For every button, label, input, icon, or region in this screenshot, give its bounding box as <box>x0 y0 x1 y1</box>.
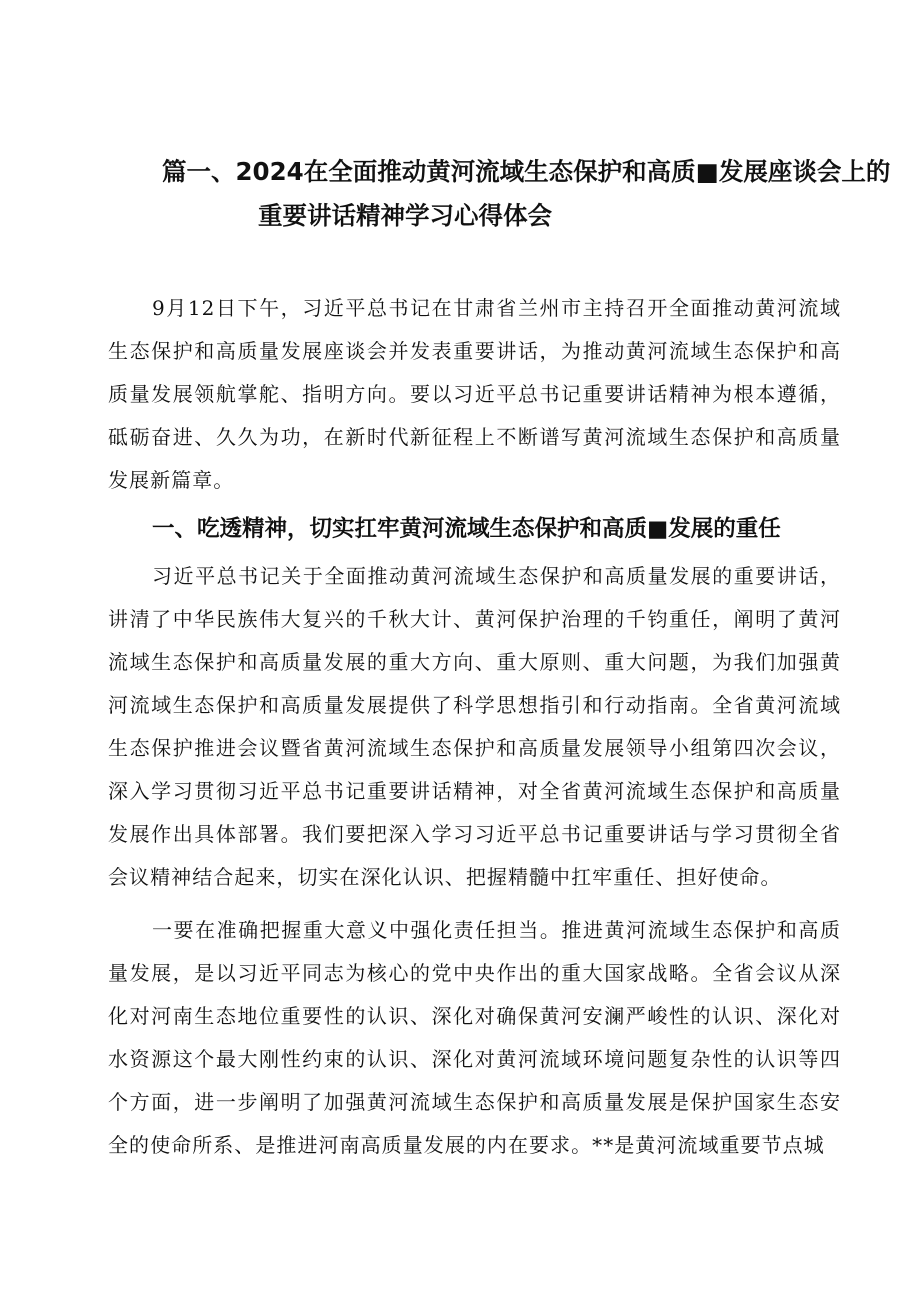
body-paragraph-3: 一要在准确把握重大意义中强化责任担当。推进黄河流域生态保护和高质量发展，是以习近平同志为核心的党中央作出的重大国家战略。全省会议从深化对河南生态地位重要性的认识、深化对确保黄河安澜严峻性的认识、深化对水资源这个最大刚性约束的认识、深化对黄河流域环境问题复杂性的认识等四个方面，进一步阐明了加强黄河流域生态保护和高质量发展是保护国家生态安全的使命所系、是推进河南高质量发展的内在要求。**是黄河流域重要节点城 <box>108 918 841 1157</box>
document-title-line-2: 重要讲话精神学习心得体会 <box>258 201 552 230</box>
section-heading-1: 一、吃透精神，切实扛牢黄河流域生态保护和高质■发展的重任 <box>152 516 781 542</box>
intro-paragraph: 9月12日下午，习近平总书记在甘肃省兰州市主持召开全面推动黄河流域生态保护和高质量发展座谈会并发表重要讲话，为推动黄河流域生态保护和高质量发展领航掌舵、指明方向。要以习近平总书记重要讲话精神为根本遵循，砥砺奋进、久久为功，在新时代新征程上不断谱写黄河流域生态保护和高质量发展新篇章。 <box>108 296 841 492</box>
body-paragraph-2: 习近平总书记关于全面推动黄河流域生态保护和高质量发展的重要讲话，讲清了中华民族伟大复兴的千秋大计、黄河保护治理的千钧重任，阐明了黄河流域生态保护和高质量发展的重大方向、重大原则、重大问题，为我们加强黄河流域生态保护和高质量发展提供了科学思想指引和行动指南。全省黄河流域生态保护推进会议暨省黄河流域生态保护和高质量发展领导小组第四次会议，深入学习贯彻习近平总书记重要讲话精神，对全省黄河流域生态保护和高质量发展作出具体部署。我们要把深入学习习近平总书记重要讲话与学习贯彻全省会议精神结合起来，切实在深化认识、把握精髓中扛牢重任、担好使命。 <box>108 564 841 889</box>
document-title-line-1: 篇一、2024在全面推动黄河流域生态保护和高质■发展座谈会上的 <box>162 157 891 186</box>
